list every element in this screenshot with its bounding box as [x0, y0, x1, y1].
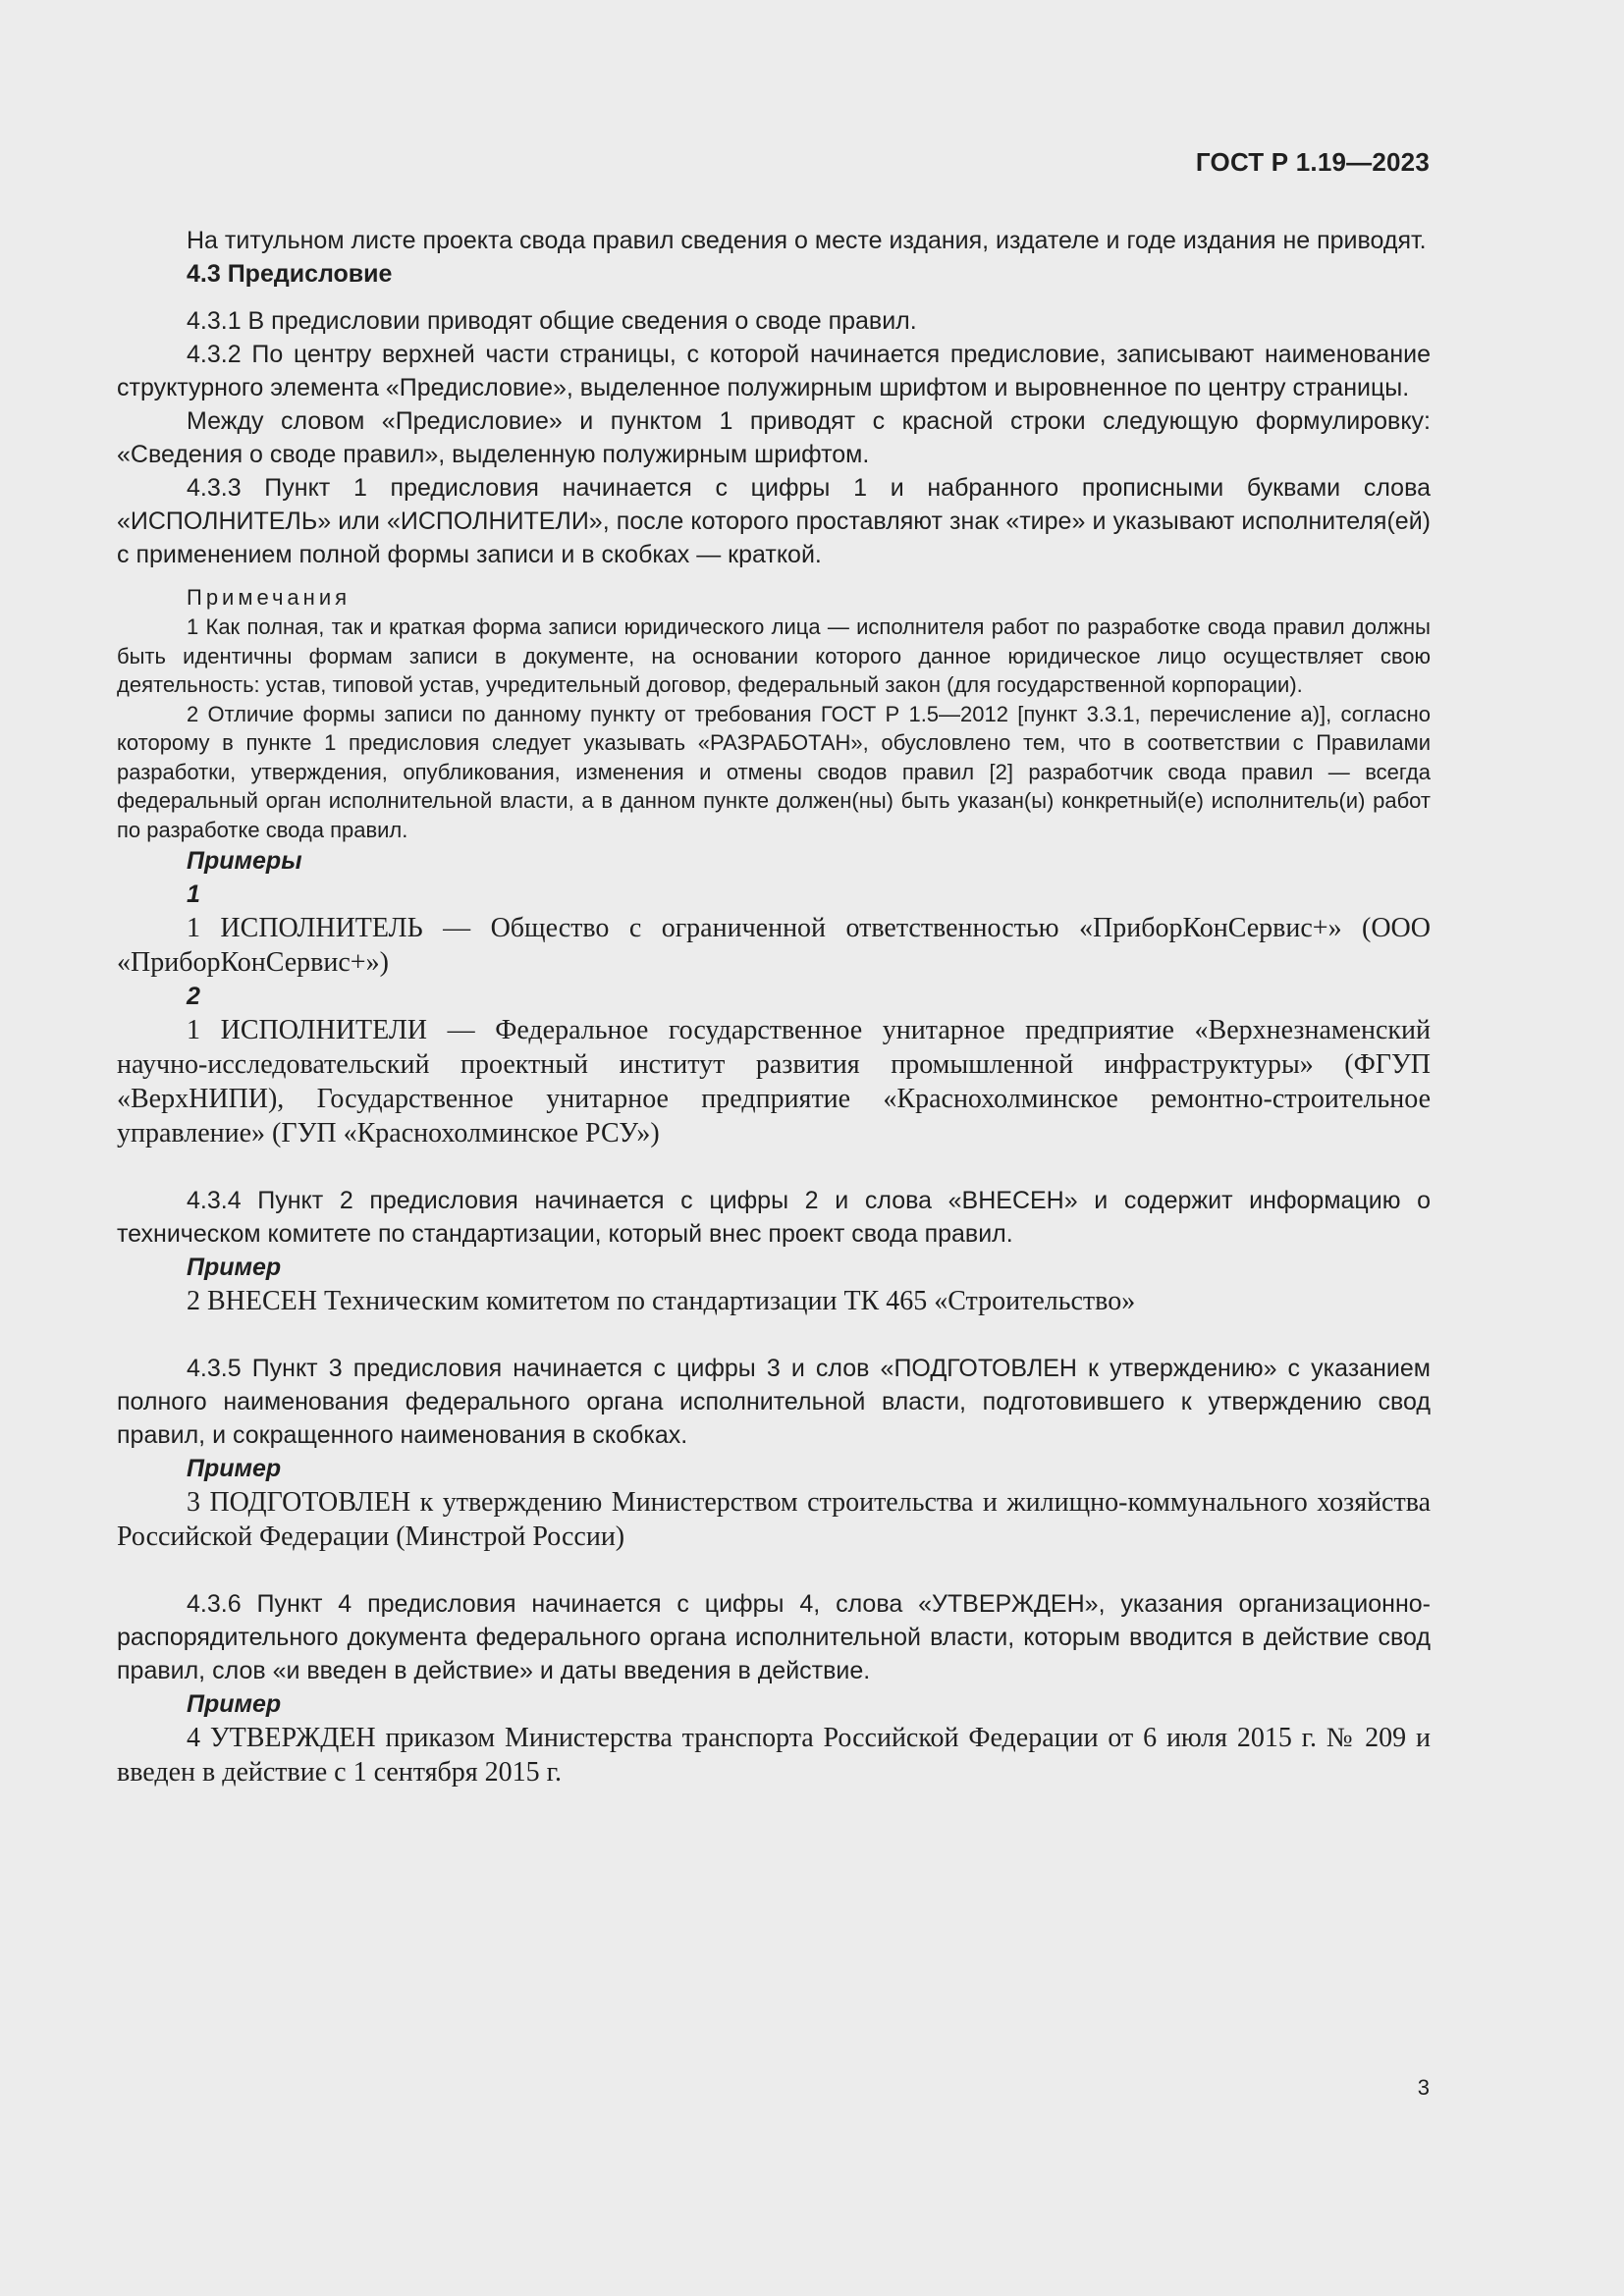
example-a-text: 2 ВНЕСЕН Техническим комитетом по стандартизации ТК 465 «Строительство» — [187, 1286, 1136, 1316]
example-2-number: 2 — [187, 983, 200, 1010]
examples-label: Примеры — [187, 847, 302, 875]
example-2-text: 1 ИСПОЛНИТЕЛИ — Федеральное государственное унитарное предприятие «Верхнезнаменский научно-исследовательский проектный институт развития промышленной инфраструктуры» (ФГУП «ВерхНИПИ), Государственное унитарное предприятие «Краснохолминское ремонтно-строительное управление» (ГУП «Краснохолминское РСУ») — [117, 1015, 1431, 1148]
example-1-number: 1 — [187, 881, 200, 908]
paragraph-4-3-5: 4.3.5 Пункт 3 предисловия начинается с цифры 3 и слов «ПОДГОТОВЛЕН к утверждению» с указанием полного наименования федерального органа исполнительной власти, подготовившего к утверждению свод правил, и сокращенного наименования в скобках. — [117, 1355, 1431, 1449]
example-label-c: Пример — [187, 1690, 282, 1718]
example-label-a: Пример — [187, 1254, 282, 1281]
paragraph-4-3-6: 4.3.6 Пункт 4 предисловия начинается с цифры 4, слова «УТВЕРЖДЕН», указания организационно-распорядительного документа федерального органа исполнительной власти, которым вводится в действие свод правил, слов «и введен в действие» и даты введения в действие. — [117, 1590, 1431, 1684]
paragraph-4-3-3: 4.3.3 Пункт 1 предисловия начинается с цифры 1 и набранного прописными буквами слова «ИСПОЛНИТЕЛЬ» или «ИСПОЛНИТЕЛИ», после которого проставляют знак «тире» и указывают исполнителя(ей) с применением полной формы записи и в скобках — краткой. — [117, 474, 1431, 568]
notes-title: Примечания — [187, 585, 352, 610]
section-heading: 4.3 Предисловие — [187, 260, 393, 288]
paragraph-4-3-2: 4.3.2 По центру верхней части страницы, с которой начинается предисловие, записывают наименование структурного элемента «Предисловие», выделенное полужирным шрифтом и выровненное по центру страницы. — [117, 341, 1431, 401]
page-number: 3 — [1417, 2075, 1430, 2100]
note-1: 1 Как полная, так и краткая форма записи юридического лица — исполнителя работ по разработке свода правил должны быть идентичны формам записи в документе, на основании которого данное юридическое лицо осуществляет свою деятельность: устав, типовой устав, учредительный договор, федеральный закон (для государственной корпорации). — [117, 614, 1431, 697]
paragraph-between: Между словом «Предисловие» и пунктом 1 приводят с красной строки следующую формулировку: «Сведения о своде правил», выделенную полужирным шрифтом. — [117, 407, 1431, 468]
example-c-text: 4 УТВЕРЖДЕН приказом Министерства транспорта Российской Федерации от 6 июля 2015 г. № 209 и введен в действие с 1 сентября 2015 г. — [117, 1723, 1431, 1788]
paragraph-4-3-4: 4.3.4 Пункт 2 предисловия начинается с цифры 2 и слова «ВНЕСЕН» и содержит информацию о техническом комитете по стандартизации, который внес проект свода правил. — [117, 1187, 1431, 1248]
example-label-b: Пример — [187, 1455, 282, 1482]
example-b-text: 3 ПОДГОТОВЛЕН к утверждению Министерством строительства и жилищно-коммунального хозяйства Российской Федерации (Минстрой России) — [117, 1487, 1431, 1552]
page-content — [117, 224, 1431, 1789]
intro-paragraph: На титульном листе проекта свода правил сведения о месте издания, издателе и годе издания не приводят. — [187, 227, 1427, 254]
note-2: 2 Отличие формы записи по данному пункту от требования ГОСТ Р 1.5—2012 [пункт 3.3.1, перечисление а)], согласно которому в пункте 1 предисловия следует указывать «РАЗРАБОТАН», обусловлено тем, что в соответствии с Правилами разработки, утверждения, опубликования, изменения и отмены сводов правил [2] разработчик свода правил — всегда федеральный орган исполнительной власти, а в данном пункте должен(ны) быть указан(ы) конкретный(е) исполнитель(и) работ по разработке свода правил. — [117, 701, 1431, 842]
document-code: ГОСТ Р 1.19—2023 — [1195, 147, 1430, 177]
paragraph-4-3-1: 4.3.1 В предисловии приводят общие сведения о своде правил. — [187, 307, 917, 335]
example-1-text: 1 ИСПОЛНИТЕЛЬ — Общество с ограниченной ответственностью «ПриборКонСервис+» (ООО «ПриборКонСервис+») — [117, 913, 1431, 978]
